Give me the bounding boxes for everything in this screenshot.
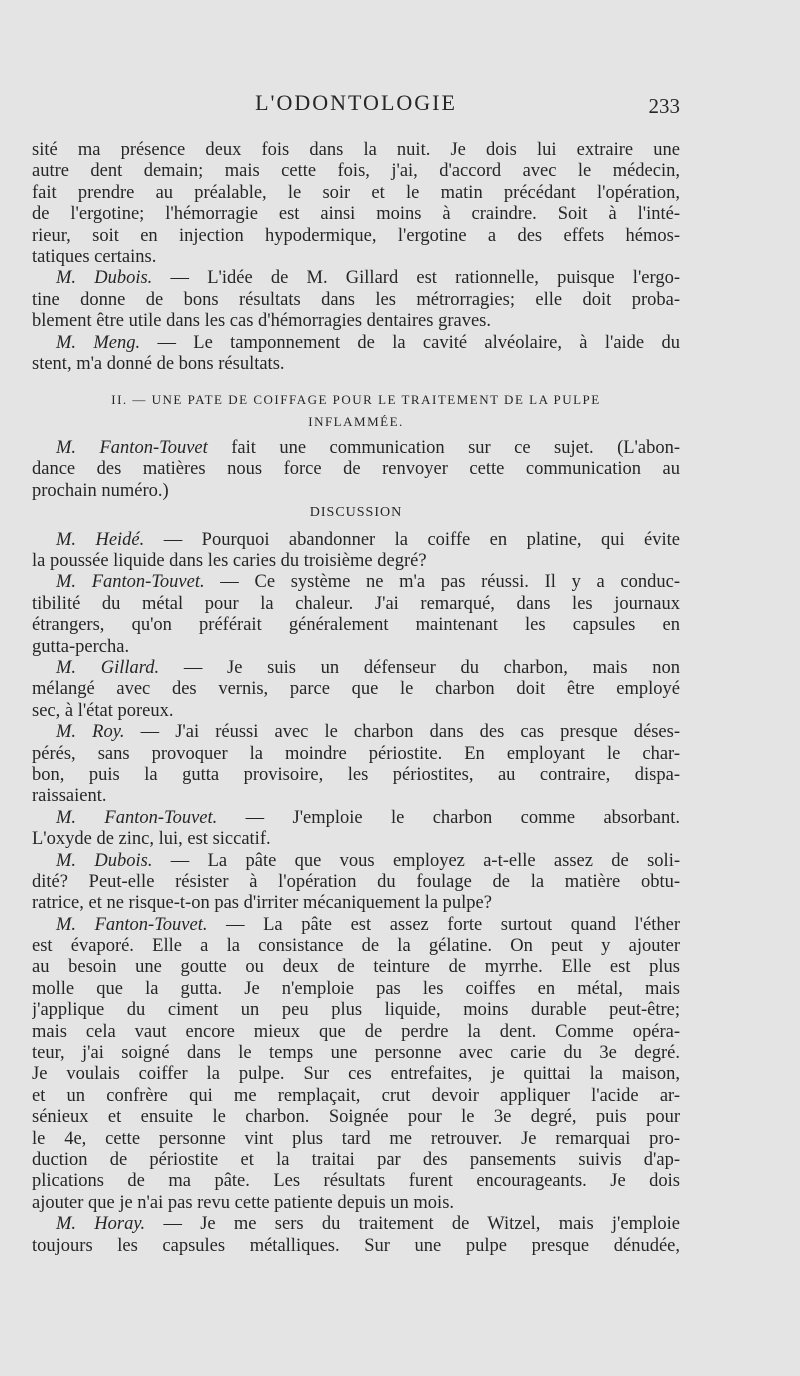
text-line: M. Heidé. — Pourquoi abandonner la coiffe en platine, qui évite (56, 529, 680, 550)
text-line: dité? Peut-elle résister à l'opération du foulage de la matière obtu- (32, 871, 680, 892)
text-line: le 4e, cette personne vint plus tard me retrouver. Je remarquai pro- (32, 1128, 680, 1149)
text-line: et un confrère qui me remplaçait, crut devoir appliquer l'acide ar- (32, 1085, 680, 1106)
text-line: sénieux et ensuite le charbon. Soignée pour le 3e degré, puis pour (32, 1107, 680, 1128)
speaker-name: M. Roy. (56, 722, 125, 743)
text-line: blement être utile dans les cas d'hémorragies dentaires graves. (32, 311, 491, 332)
text-line: M. Gillard. — Je suis un défenseur du charbon, mais non (56, 657, 680, 678)
text-line: teur, j'ai soigné dans le temps une personne avec carie du 3e degré. (32, 1043, 680, 1064)
text-line: M. Fanton-Touvet fait une communication sur ce sujet. (L'abon- (56, 438, 680, 459)
speaker-name: M. Horay. (56, 1214, 146, 1235)
speaker-name: M. Dubois. (56, 850, 153, 871)
text-line: autre dent demain; mais cette fois, j'ai, d'accord avec le médecin, (32, 161, 680, 182)
text-line: au besoin une goutte ou deux de teinture de myrrhe. Elle est plus (32, 957, 680, 978)
speaker-name: M. Dubois. (56, 268, 153, 289)
text-line: mélangé avec des vernis, parce que le charbon doit être employé (32, 679, 680, 700)
speaker-name: M. Fanton-Touvet. (56, 914, 208, 935)
text-line: M. Fanton-Touvet. — La pâte est assez forte surtout quand l'éther (56, 914, 680, 935)
text-line: M. Dubois. — L'idée de M. Gillard est rationnelle, puisque l'ergo- (56, 268, 680, 289)
text-line: prochain numéro.) (32, 480, 169, 501)
text-line: M. Fanton-Touvet. — Ce système ne m'a pas réussi. Il y a conduc- (56, 572, 680, 593)
text-line: tatiques certains. (32, 246, 157, 267)
text-line: la poussée liquide dans les caries du troisième degré? (32, 551, 427, 572)
text-line: Je voulais coiffer la pulpe. Sur ces entrefaites, je quittai la maison, (32, 1064, 680, 1085)
text-line: raissaient. (32, 786, 107, 807)
page-number: 233 (648, 94, 680, 118)
text-line: tine donne de bons résultats dans les métrorragies; elle doit proba- (32, 289, 680, 310)
text-line: tibilité du métal pour la chaleur. J'ai remarqué, dans les journaux (32, 593, 680, 614)
discussion-heading: DISCUSSION (309, 505, 403, 521)
text-line: j'applique du ciment un peu plus liquide, moins durable peut-être; (32, 1000, 680, 1021)
speaker-name: M. Heidé. (56, 529, 145, 550)
running-title: L'ODONTOLOGIE (255, 90, 457, 115)
text-line: étrangers, qu'on préférait généralement maintenant les capsules en (32, 615, 680, 636)
text-line: dance des matières nous force de renvoyer cette communication au (32, 459, 680, 480)
speaker-name: M. Fanton-Touvet. (56, 572, 205, 593)
section-heading-continued: INFLAMMÉE. (308, 413, 404, 429)
text-line: M. Fanton-Touvet. — J'emploie le charbon comme absorbant. (56, 807, 680, 828)
text-line: duction de périostite et la traitai par des pansements suivis d'ap- (32, 1149, 680, 1170)
text-line: stent, m'a donné de bons résultats. (32, 353, 285, 374)
spacer (32, 375, 680, 389)
text-line: M. Roy. — J'ai réussi avec le charbon dans des cas presque déses- (56, 722, 680, 743)
section-heading: II. — UNE PATE DE COIFFAGE POUR LE TRAITEMENT DE LA PULPE (111, 392, 601, 408)
text-line: pérés, sans provoquer la moindre périostite. En employant le char- (32, 743, 680, 764)
text-line: L'oxyde de zinc, lui, est siccatif. (32, 829, 271, 850)
text-line: bon, puis la gutta provisoire, les périostites, au contraire, dispa- (32, 764, 680, 785)
speaker-name: M. Meng. (56, 332, 141, 353)
text-line: gutta-percha. (32, 636, 130, 657)
text-line: molle que la gutta. Je n'emploie pas les coiffes en métal, mais (32, 978, 680, 999)
page-header (32, 88, 680, 118)
text-line: M. Horay. — Je me sers du traitement de Witzel, mais j'emploie (56, 1214, 680, 1235)
text-line: rieur, soit en injection hypodermique, l'ergotine a des effets hémos- (32, 225, 680, 246)
text-line: de l'ergotine; l'hémorragie est ainsi moins à craindre. Soit à l'inté- (32, 204, 680, 225)
text-line: mais cela vaut encore mieux que de perdre la dent. Comme opéra- (32, 1021, 680, 1042)
text-line: plications de ma pâte. Les résultats furent encourageants. Je dois (32, 1171, 680, 1192)
text-line: toujours les capsules métalliques. Sur une pulpe presque dénudée, (32, 1235, 680, 1256)
text-line: M. Meng. — Le tamponnement de la cavité alvéolaire, à l'aide du (56, 332, 680, 353)
text-line: ajouter que je n'ai pas revu cette patiente depuis un mois. (32, 1192, 455, 1213)
text-line: fait prendre au préalable, le soir et le matin précédant l'opération, (32, 182, 680, 203)
text-line: M. Dubois. — La pâte que vous employez a-t-elle assez de soli- (56, 850, 680, 871)
speaker-name: M. Fanton-Touvet. (56, 807, 218, 828)
speaker-name: M. Fanton-Touvet (56, 438, 208, 459)
text-line: sec, à l'état poreux. (32, 700, 174, 721)
body-text (32, 140, 680, 1257)
text-line: est évaporé. Elle a la consistance de la gélatine. On peut y ajouter (32, 936, 680, 957)
text-line: sité ma présence deux fois dans la nuit. Je dois lui extraire une (32, 140, 680, 160)
text-line: ratrice, et ne risque-t-on pas d'irriter mécaniquement la pulpe? (32, 893, 492, 914)
speaker-name: M. Gillard. (56, 657, 160, 678)
